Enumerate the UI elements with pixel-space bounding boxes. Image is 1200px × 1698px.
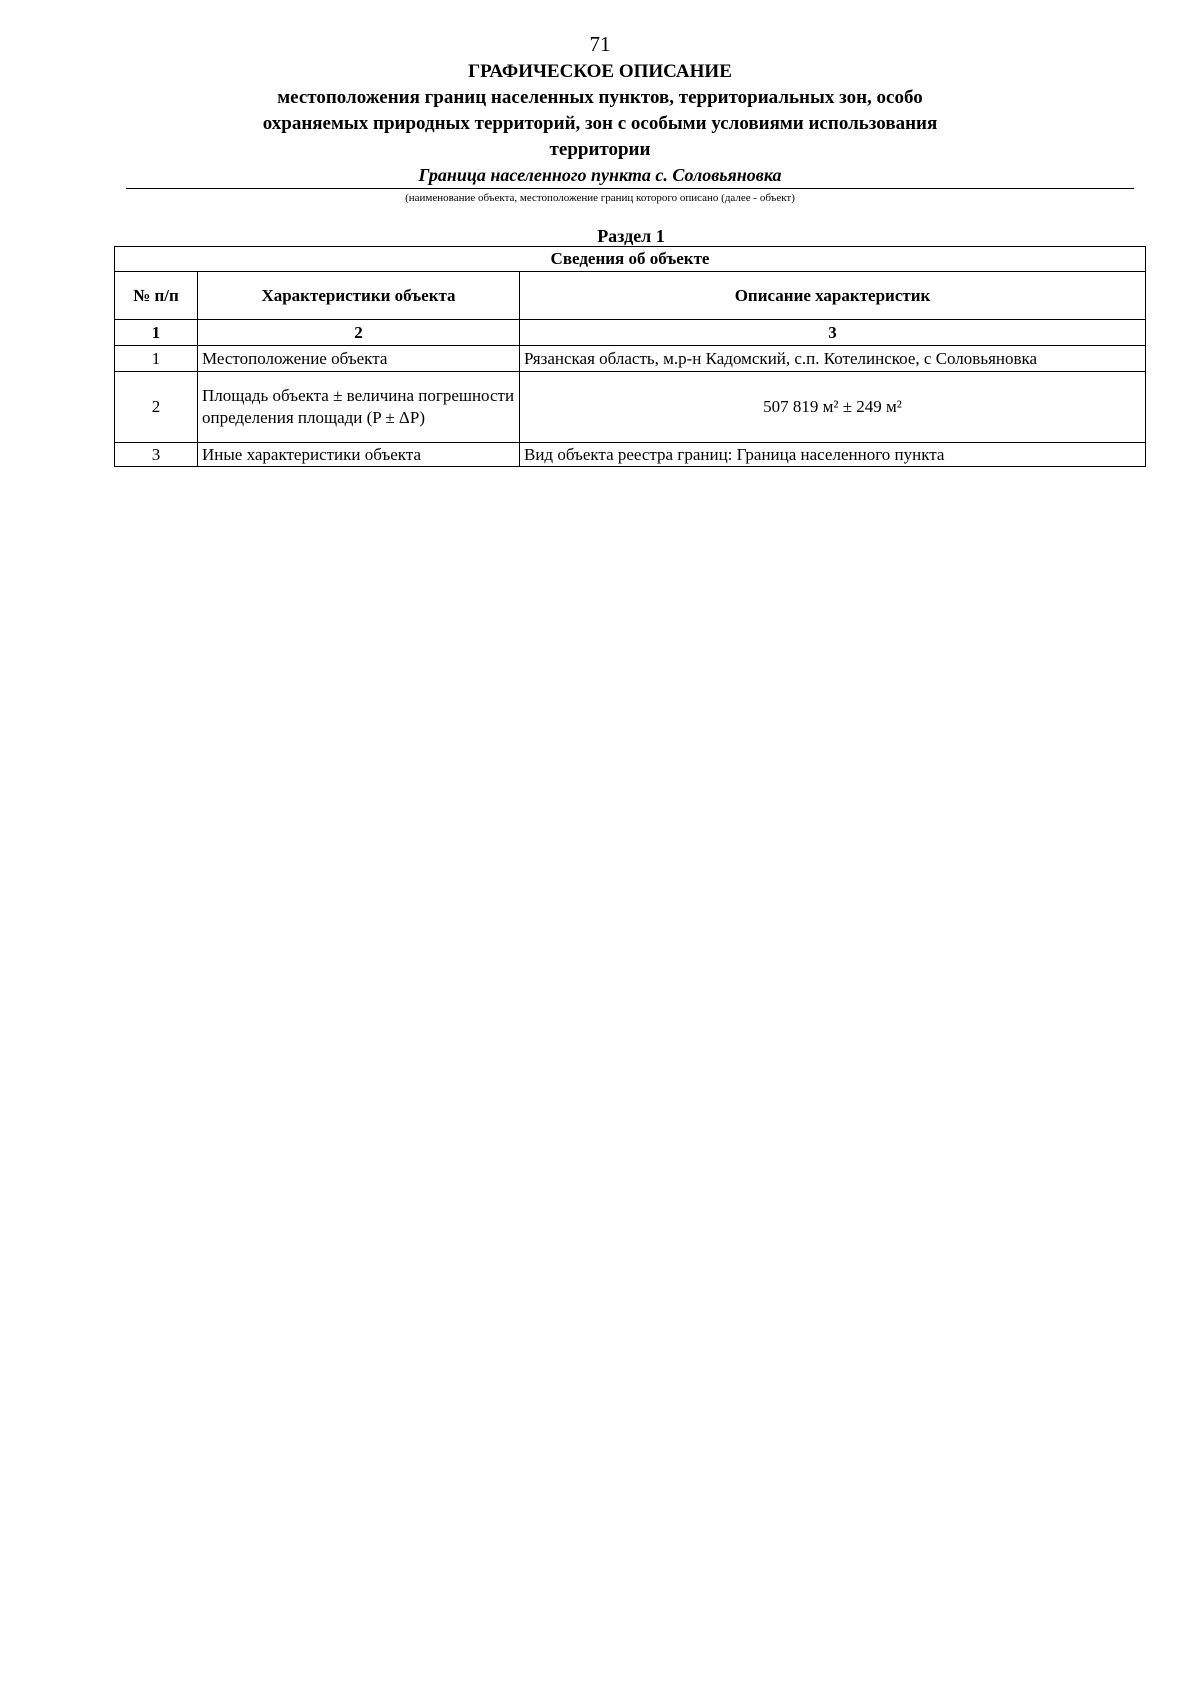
- document-title: ГРАФИЧЕСКОЕ ОПИСАНИЕ: [468, 61, 732, 82]
- header-description: Описание характеристик: [520, 272, 1146, 320]
- column-number-1: 1: [115, 320, 198, 346]
- row-description: Рязанская область, м.р-н Кадомский, с.п. Котелинское, с Соловьяновка: [520, 346, 1146, 372]
- row-characteristic: Площадь объекта ± величина погрешности определения площади (P ± ΔP): [198, 372, 520, 443]
- row-characteristic: Иные характеристики объекта: [198, 443, 520, 467]
- row-number: 1: [115, 346, 198, 372]
- table-row: [115, 346, 1146, 372]
- column-number-3: 3: [520, 320, 1146, 346]
- object-name-caption: (наименование объекта, местоположение границ которого описано (далее - объект): [405, 192, 795, 204]
- row-description: 507 819 м² ± 249 м²: [520, 372, 1146, 443]
- table-row: [115, 372, 1146, 443]
- section-title: Раздел 1: [597, 226, 665, 246]
- row-number: 3: [115, 443, 198, 467]
- column-number-2: 2: [198, 320, 520, 346]
- row-characteristic: Местоположение объекта: [198, 346, 520, 372]
- row-number: 2: [115, 372, 198, 443]
- object-info-table: [114, 246, 1146, 467]
- object-name: Граница населенного пункта с. Соловьяновка: [418, 165, 782, 185]
- table-row: [115, 443, 1146, 467]
- table-caption: Сведения об объекте: [115, 247, 1146, 272]
- header-characteristic: Характеристики объекта: [198, 272, 520, 320]
- document-subtitle: местоположения границ населенных пунктов, территориальных зон, особо охраняемых природных территорий, зон с особыми условиями использования территории: [262, 87, 938, 160]
- page-number: 71: [589, 32, 611, 56]
- row-description: Вид объекта реестра границ: Граница населенного пункта: [520, 443, 1146, 467]
- header-number: № п/п: [115, 272, 198, 320]
- object-name-underline: [126, 188, 1134, 189]
